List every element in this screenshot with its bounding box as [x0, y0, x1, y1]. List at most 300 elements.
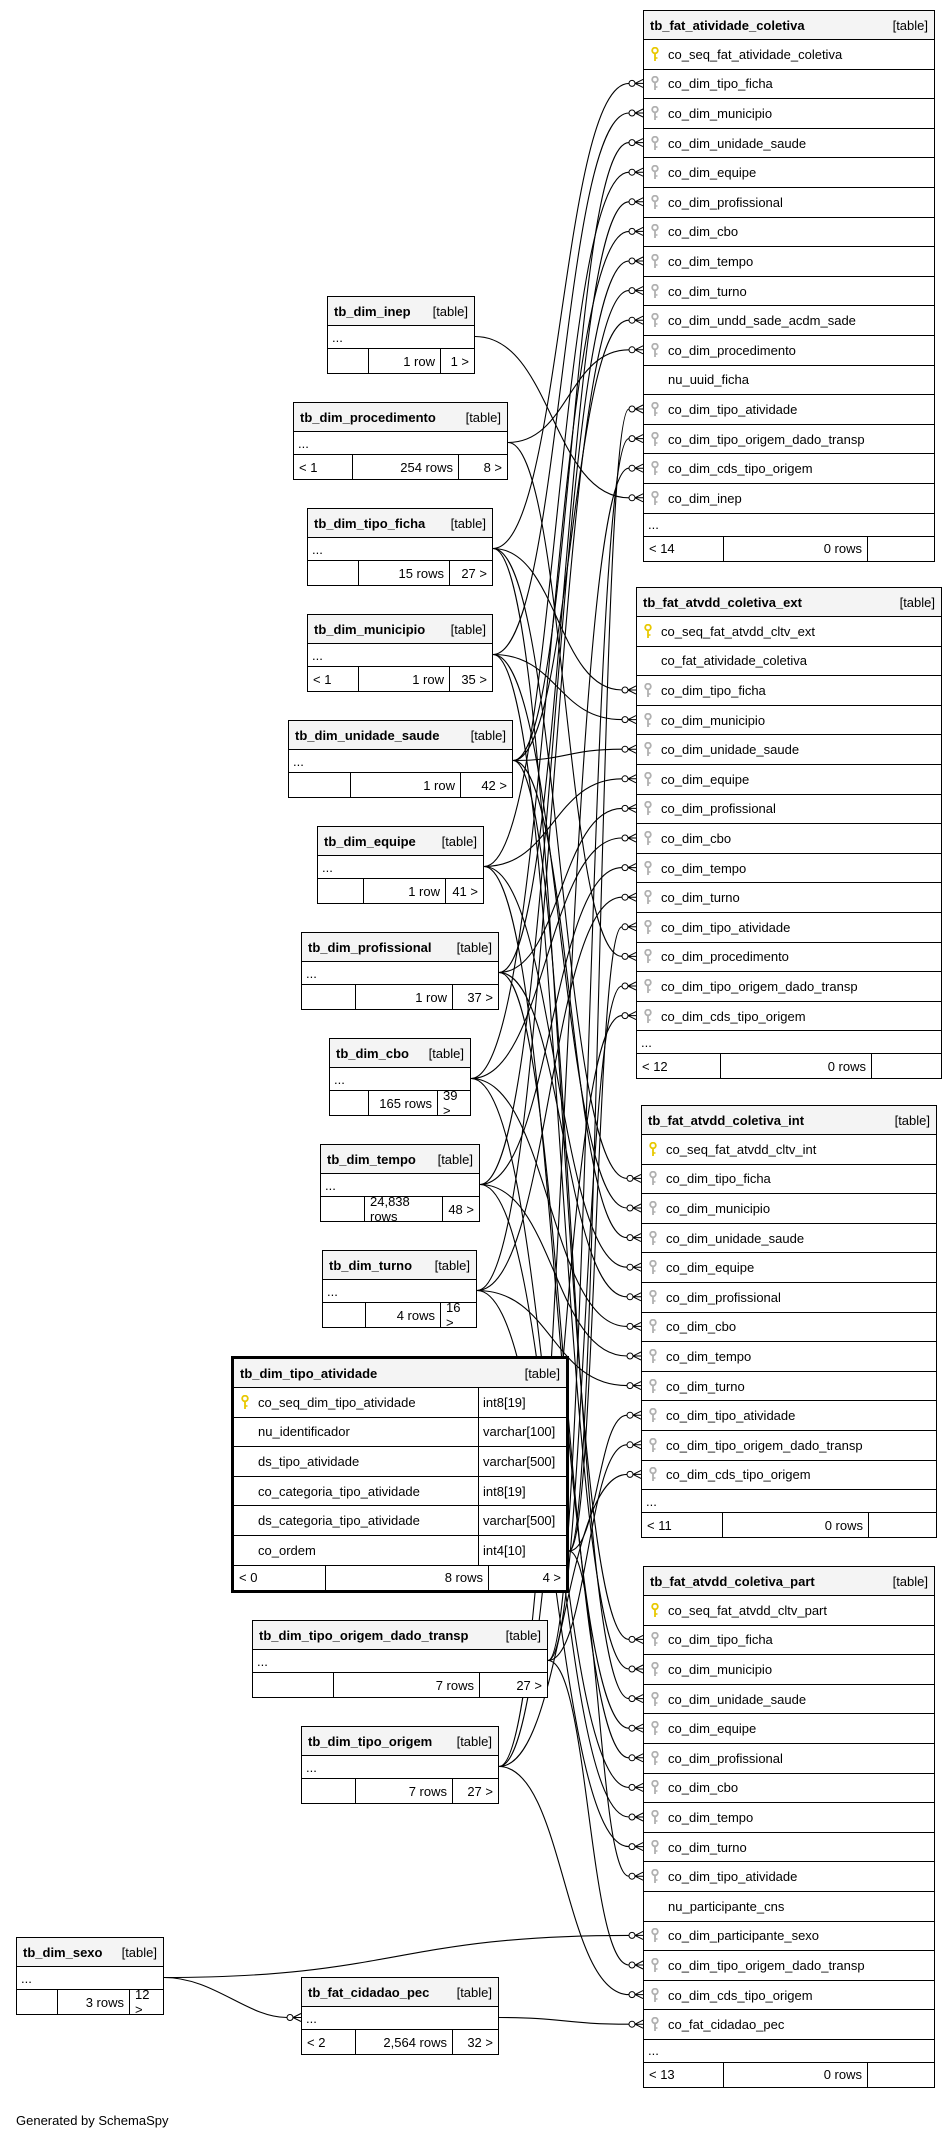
crow-foot-icon	[628, 745, 636, 753]
column-name[interactable]: co_dim_participante_sexo	[668, 1928, 820, 1944]
foreign-key-icon	[642, 1379, 664, 1394]
column-name[interactable]: co_dim_profissional	[668, 194, 783, 210]
foreign-key-icon	[637, 920, 659, 935]
table-tb-dim-municipio[interactable]	[307, 614, 493, 692]
column-name[interactable]: co_dim_cbo	[668, 1780, 739, 1796]
table-tb-dim-inep[interactable]	[327, 296, 475, 374]
children-count[interactable]: 8 >	[458, 455, 507, 479]
more-columns-ellipsis[interactable]: ...	[644, 2040, 934, 2063]
parents-count[interactable]	[323, 1303, 365, 1327]
crow-foot-circle	[627, 1264, 633, 1270]
column-name[interactable]: co_categoria_tipo_atividade	[258, 1483, 420, 1499]
parents-count[interactable]: < 11	[647, 1517, 672, 1533]
table-header[interactable]	[302, 933, 498, 962]
column-row[interactable]	[637, 735, 941, 765]
table-header[interactable]	[253, 1621, 547, 1650]
table-tb-fat-cidadao-pec[interactable]	[301, 1977, 499, 2055]
parents-count[interactable]	[253, 1673, 333, 1697]
table-name[interactable]: tb_dim_cbo	[336, 1045, 409, 1061]
parents-count[interactable]: < 1	[313, 671, 332, 687]
crow-foot-icon	[633, 1441, 641, 1449]
parents-count[interactable]	[318, 879, 363, 903]
more-columns-ellipsis[interactable]: ...	[330, 1068, 470, 1091]
table-name[interactable]: tb_dim_procedimento	[300, 409, 436, 425]
children-count[interactable]: 48 >	[442, 1197, 479, 1221]
column-row[interactable]	[642, 1165, 936, 1195]
column-row[interactable]	[644, 484, 934, 514]
table-tb-dim-profissional[interactable]	[301, 932, 499, 1010]
children-count[interactable]	[868, 1513, 936, 1537]
column-row[interactable]	[644, 247, 934, 277]
column-row[interactable]	[644, 158, 934, 188]
column-name[interactable]: co_dim_inep	[668, 490, 742, 506]
column-name[interactable]: co_dim_equipe	[668, 1721, 757, 1737]
column-row[interactable]	[637, 1002, 941, 1032]
children-count[interactable]: 1 >	[440, 349, 474, 373]
column-name[interactable]: co_dim_tipo_ficha	[668, 76, 773, 92]
column-row[interactable]	[637, 824, 941, 854]
foreign-key-icon	[637, 742, 659, 757]
table-name[interactable]: tb_dim_tipo_origem	[308, 1733, 433, 1749]
column-row[interactable]	[644, 454, 934, 484]
table-tb-dim-tipo-ficha[interactable]	[307, 508, 493, 586]
parents-count[interactable]	[330, 1091, 368, 1115]
column-name[interactable]: co_dim_cbo	[668, 224, 739, 240]
crow-foot-icon	[633, 1234, 641, 1242]
parents-count[interactable]	[302, 1779, 355, 1803]
more-columns-ellipsis[interactable]: ...	[318, 856, 483, 879]
table-kind: [table]	[505, 1627, 541, 1643]
children-count[interactable]: 27 >	[449, 561, 492, 585]
relationship-line	[484, 867, 627, 1268]
column-row[interactable]	[644, 1714, 934, 1744]
column-name[interactable]: co_dim_unidade_saude	[661, 742, 800, 758]
column-row[interactable]	[637, 676, 941, 706]
column-row[interactable]	[637, 795, 941, 825]
table-tb-dim-tipo-atividade[interactable]	[231, 1356, 569, 1593]
foreign-key-icon	[644, 1692, 666, 1707]
column-name[interactable]: co_dim_tempo	[661, 860, 747, 876]
column-row[interactable]	[234, 1388, 566, 1418]
column-row[interactable]	[642, 1431, 936, 1461]
table-footer	[302, 1779, 498, 1803]
column-name[interactable]: co_dim_cds_tipo_origem	[661, 1008, 806, 1024]
foreign-key-icon	[637, 861, 659, 876]
column-row[interactable]	[644, 1803, 934, 1833]
row-count: 7 rows	[333, 1673, 479, 1697]
table-tb-dim-unidade-saude[interactable]	[288, 720, 513, 798]
table-header[interactable]	[323, 1251, 476, 1280]
column-name[interactable]: co_dim_tipo_atividade	[668, 401, 798, 417]
table-name[interactable]: tb_fat_cidadao_pec	[308, 1984, 430, 2000]
table-name[interactable]: tb_dim_tipo_origem_dado_transp	[259, 1627, 469, 1643]
crow-foot-icon	[633, 1470, 641, 1478]
table-tb-dim-cbo[interactable]	[329, 1038, 471, 1116]
children-count[interactable]: 35 >	[449, 667, 492, 691]
crow-foot-icon	[628, 804, 636, 812]
column-row[interactable]	[644, 1833, 934, 1863]
more-columns-ellipsis[interactable]: ...	[302, 2007, 498, 2030]
table-tb-fat-atvdd-coletiva-part[interactable]	[643, 1566, 935, 2088]
column-row[interactable]	[644, 1981, 934, 2011]
table-kind: [table]	[456, 1733, 492, 1749]
column-row[interactable]	[644, 366, 934, 396]
column-row[interactable]	[637, 854, 941, 884]
column-name[interactable]: co_seq_fat_atvdd_cltv_part	[668, 1602, 827, 1618]
column-row[interactable]	[644, 70, 934, 100]
foreign-key-icon	[637, 890, 659, 905]
table-name[interactable]: tb_dim_tipo_ficha	[314, 515, 426, 531]
parents-count[interactable]	[302, 985, 355, 1009]
column-name[interactable]: co_ordem	[258, 1542, 316, 1558]
column-row[interactable]	[644, 306, 934, 336]
column-row[interactable]	[644, 1744, 934, 1774]
table-tb-dim-turno[interactable]	[322, 1250, 477, 1328]
table-name[interactable]: tb_dim_municipio	[314, 621, 426, 637]
column-name[interactable]: co_dim_cds_tipo_origem	[666, 1467, 811, 1483]
column-row[interactable]	[644, 99, 934, 129]
parents-count[interactable]: < 13	[649, 2067, 675, 2083]
column-row[interactable]	[637, 943, 941, 973]
column-name[interactable]: nu_uuid_ficha	[668, 372, 749, 388]
table-header[interactable]	[308, 615, 492, 644]
more-columns-ellipsis[interactable]: ...	[294, 432, 507, 455]
column-name[interactable]: co_dim_tipo_ficha	[668, 1632, 773, 1648]
children-count[interactable]: 27 >	[479, 1673, 547, 1697]
column-name[interactable]: co_dim_profissional	[666, 1289, 781, 1305]
table-header[interactable]	[642, 1106, 936, 1135]
more-columns-ellipsis[interactable]: ...	[323, 1280, 476, 1303]
column-row[interactable]	[642, 1135, 936, 1165]
column-name[interactable]: co_dim_tipo_atividade	[666, 1408, 796, 1424]
crow-foot-circle	[629, 110, 635, 116]
column-row[interactable]	[234, 1506, 566, 1536]
column-row[interactable]	[234, 1418, 566, 1448]
more-columns-ellipsis[interactable]: ...	[642, 1490, 936, 1513]
column-type: varchar[500]	[478, 1447, 566, 1476]
column-row[interactable]	[644, 1892, 934, 1922]
parents-count[interactable]	[328, 349, 368, 373]
crow-foot-icon	[635, 168, 643, 176]
column-row[interactable]	[642, 1283, 936, 1313]
children-count[interactable]: 41 >	[445, 879, 483, 903]
crow-foot-icon	[635, 464, 643, 472]
column-name[interactable]: co_dim_municipio	[668, 105, 773, 121]
table-header[interactable]	[302, 1727, 498, 1756]
column-row[interactable]	[642, 1461, 936, 1491]
column-name[interactable]: nu_identificador	[258, 1424, 350, 1440]
parents-count[interactable]	[308, 561, 358, 585]
column-row[interactable]	[644, 277, 934, 307]
foreign-key-icon	[644, 1721, 666, 1736]
more-columns-ellipsis[interactable]: ...	[644, 514, 934, 537]
column-row[interactable]	[644, 218, 934, 248]
more-columns-ellipsis[interactable]: ...	[637, 1031, 941, 1054]
table-footer	[321, 1194, 479, 1224]
column-row[interactable]	[644, 129, 934, 159]
more-columns-ellipsis[interactable]: ...	[302, 1756, 498, 1779]
table-header[interactable]	[294, 403, 507, 432]
column-name[interactable]: co_dim_undd_sade_acdm_sade	[668, 313, 856, 329]
table-header[interactable]	[318, 827, 483, 856]
column-name[interactable]: co_dim_tipo_atividade	[668, 1869, 798, 1885]
table-tb-fat-atvdd-coletiva-ext[interactable]	[636, 587, 942, 1079]
more-columns-ellipsis[interactable]: ...	[308, 644, 492, 667]
table-header[interactable]	[308, 509, 492, 538]
table-tb-fat-atividade-coletiva[interactable]	[643, 10, 935, 562]
column-name[interactable]: co_dim_unidade_saude	[668, 1691, 807, 1707]
column-name[interactable]: co_dim_turno	[668, 283, 747, 299]
column-row[interactable]	[644, 1774, 934, 1804]
column-row[interactable]	[644, 1922, 934, 1952]
foreign-key-icon	[644, 106, 666, 121]
parents-count[interactable]: < 0	[239, 1570, 258, 1586]
table-kind: [table]	[428, 1045, 464, 1061]
crow-foot-circle	[629, 288, 635, 294]
table-name[interactable]: tb_fat_atvdd_coletiva_ext	[643, 594, 802, 610]
column-row[interactable]	[644, 336, 934, 366]
column-row[interactable]	[637, 706, 941, 736]
crow-foot-circle	[622, 687, 628, 693]
table-kind: [table]	[470, 727, 506, 743]
column-row[interactable]	[644, 1951, 934, 1981]
column-name[interactable]: co_fat_atividade_coletiva	[661, 653, 807, 669]
column-name[interactable]: co_seq_dim_tipo_atividade	[258, 1394, 416, 1410]
column-name[interactable]: co_dim_equipe	[666, 1260, 755, 1276]
crow-foot-icon	[628, 893, 636, 901]
crow-foot-circle	[629, 317, 635, 323]
column-row[interactable]	[644, 1862, 934, 1892]
column-row[interactable]	[637, 972, 941, 1002]
column-name[interactable]: co_dim_municipio	[668, 1661, 773, 1677]
column-name[interactable]: co_dim_tempo	[666, 1348, 752, 1364]
crow-foot-icon	[635, 405, 643, 413]
column-name[interactable]: co_dim_tipo_atividade	[661, 919, 791, 935]
table-header[interactable]	[321, 1145, 479, 1174]
column-name[interactable]: co_dim_cbo	[666, 1319, 737, 1335]
foreign-key-icon	[642, 1349, 664, 1364]
column-name[interactable]: nu_participante_cns	[668, 1898, 785, 1914]
crow-foot-circle	[629, 199, 635, 205]
column-row[interactable]	[644, 1685, 934, 1715]
crow-foot-circle	[629, 80, 635, 86]
table-footer	[330, 1088, 470, 1118]
crow-foot-circle	[622, 746, 628, 752]
column-name[interactable]: co_dim_municipio	[666, 1200, 771, 1216]
table-name[interactable]: tb_fat_atvdd_coletiva_int	[648, 1112, 805, 1128]
column-name[interactable]: co_dim_unidade_saude	[666, 1230, 805, 1246]
table-kind: [table]	[456, 1984, 492, 2000]
children-count[interactable]: 16 >	[440, 1303, 476, 1327]
column-row[interactable]	[644, 1596, 934, 1626]
table-tb-dim-procedimento[interactable]	[293, 402, 508, 480]
column-row[interactable]	[642, 1401, 936, 1431]
table-footer	[328, 349, 474, 373]
more-columns-ellipsis[interactable]: ...	[328, 326, 474, 349]
column-row[interactable]	[642, 1342, 936, 1372]
crow-foot-circle	[622, 865, 628, 871]
column-row[interactable]	[637, 647, 941, 677]
crow-foot-circle	[627, 1175, 633, 1181]
table-kind: [table]	[465, 409, 501, 425]
primary-key-icon	[642, 1142, 664, 1157]
column-name[interactable]: co_dim_procedimento	[661, 949, 789, 965]
column-name[interactable]: co_dim_tipo_origem_dado_transp	[668, 1957, 865, 1973]
column-name[interactable]: co_dim_tipo_origem_dado_transp	[668, 431, 865, 447]
table-header[interactable]	[302, 1978, 498, 2007]
table-name[interactable]: tb_dim_turno	[329, 1257, 413, 1273]
column-row[interactable]	[644, 40, 934, 70]
column-name[interactable]: ds_categoria_tipo_atividade	[258, 1513, 420, 1529]
column-name[interactable]: co_dim_unidade_saude	[668, 135, 807, 151]
table-tb-dim-tempo[interactable]	[320, 1144, 480, 1222]
crow-foot-icon	[633, 1411, 641, 1419]
parents-count[interactable]: < 1	[299, 459, 318, 475]
children-count[interactable]: 39 >	[437, 1091, 470, 1115]
column-name[interactable]: co_fat_cidadao_pec	[668, 2017, 785, 2033]
column-row[interactable]	[644, 188, 934, 218]
crow-foot-icon	[635, 198, 643, 206]
column-row[interactable]	[644, 1655, 934, 1685]
table-tb-dim-tipo-origem[interactable]	[301, 1726, 499, 1804]
column-row[interactable]	[642, 1253, 936, 1283]
table-tb-fat-atvdd-coletiva-int[interactable]	[641, 1105, 937, 1538]
more-columns-ellipsis[interactable]: ...	[308, 538, 492, 561]
column-name[interactable]: co_dim_turno	[668, 1839, 747, 1855]
table-header[interactable]	[330, 1039, 470, 1068]
foreign-key-icon	[637, 979, 659, 994]
column-name[interactable]: co_dim_municipio	[661, 712, 766, 728]
table-header[interactable]	[644, 1567, 934, 1596]
column-name[interactable]: co_dim_tempo	[668, 1809, 754, 1825]
table-header[interactable]	[644, 11, 934, 40]
table-name[interactable]: tb_dim_inep	[334, 303, 411, 319]
table-header[interactable]	[637, 588, 941, 617]
table-name[interactable]: tb_dim_tempo	[327, 1151, 416, 1167]
table-name[interactable]: tb_dim_profissional	[308, 939, 432, 955]
table-name[interactable]: tb_dim_tipo_atividade	[240, 1365, 378, 1381]
column-name[interactable]: co_dim_tipo_ficha	[661, 682, 766, 698]
crow-foot-circle	[622, 805, 628, 811]
children-count[interactable]: 37 >	[452, 985, 498, 1009]
relationship-line	[471, 1079, 627, 1327]
crow-foot-icon	[635, 227, 643, 235]
column-name[interactable]: co_dim_tipo_origem_dado_transp	[666, 1437, 863, 1453]
column-type: int8[19]	[478, 1477, 566, 1506]
table-name[interactable]: tb_dim_sexo	[23, 1944, 103, 1960]
column-name[interactable]: co_dim_tipo_ficha	[666, 1171, 771, 1187]
row-count: 24,838 rows	[364, 1197, 442, 1221]
column-type: int4[10]	[478, 1536, 566, 1565]
children-count[interactable]: 32 >	[452, 2030, 498, 2054]
column-name[interactable]: co_dim_cds_tipo_origem	[668, 1987, 813, 2003]
foreign-key-icon	[644, 1810, 666, 1825]
column-name[interactable]: co_dim_turno	[661, 890, 740, 906]
column-row[interactable]	[644, 425, 934, 455]
column-row[interactable]	[642, 1372, 936, 1402]
table-name[interactable]: tb_dim_unidade_saude	[295, 727, 440, 743]
foreign-key-icon	[644, 284, 666, 299]
crow-foot-icon	[635, 1724, 643, 1732]
parents-count[interactable]: < 14	[649, 541, 675, 556]
column-row[interactable]	[234, 1447, 566, 1477]
table-name[interactable]: tb_fat_atvdd_coletiva_part	[650, 1573, 815, 1589]
column-row[interactable]	[642, 1313, 936, 1343]
foreign-key-icon	[637, 831, 659, 846]
column-name[interactable]: ds_tipo_atividade	[258, 1453, 360, 1469]
children-count[interactable]: 42 >	[460, 773, 512, 797]
table-header[interactable]	[328, 297, 474, 326]
column-name[interactable]: co_dim_equipe	[668, 165, 757, 181]
table-header[interactable]	[17, 1938, 163, 1967]
children-count[interactable]	[871, 1054, 941, 1078]
foreign-key-icon	[644, 1662, 666, 1677]
column-row[interactable]	[234, 1536, 566, 1566]
crow-foot-icon	[633, 1204, 641, 1212]
table-tb-dim-tipo-origem-dado-transp[interactable]	[252, 1620, 548, 1698]
children-count[interactable]	[867, 537, 934, 561]
parents-count[interactable]: < 12	[642, 1058, 668, 1074]
table-name[interactable]: tb_dim_equipe	[324, 833, 416, 849]
crow-foot-icon	[635, 1635, 643, 1643]
column-row[interactable]	[644, 1626, 934, 1656]
more-columns-ellipsis[interactable]: ...	[253, 1650, 547, 1673]
column-name[interactable]: co_dim_equipe	[661, 771, 750, 787]
parents-count[interactable]	[17, 1990, 57, 2014]
parents-count[interactable]	[289, 773, 350, 797]
table-header[interactable]	[289, 721, 512, 750]
crow-foot-circle	[629, 495, 635, 501]
children-count[interactable]: 4 >	[488, 1566, 566, 1590]
column-name[interactable]: co_dim_profissional	[668, 1750, 783, 1766]
column-name[interactable]: co_seq_fat_atividade_coletiva	[668, 46, 843, 62]
crow-foot-icon	[628, 923, 636, 931]
column-row[interactable]	[642, 1194, 936, 1224]
parents-count[interactable]: < 2	[307, 2034, 326, 2050]
column-name[interactable]: co_dim_procedimento	[668, 342, 796, 358]
column-row[interactable]	[637, 617, 941, 647]
table-name[interactable]: tb_fat_atividade_coletiva	[650, 17, 805, 33]
children-count[interactable]: 12 >	[129, 1990, 163, 2014]
column-name[interactable]: co_dim_tempo	[668, 253, 754, 269]
more-columns-ellipsis[interactable]: ...	[17, 1967, 163, 1990]
column-name[interactable]: co_dim_profissional	[661, 801, 776, 817]
column-name[interactable]: co_seq_fat_atvdd_cltv_int	[666, 1141, 817, 1157]
column-name[interactable]: co_dim_cds_tipo_origem	[668, 461, 813, 477]
parents-count[interactable]	[321, 1197, 364, 1221]
column-row[interactable]	[644, 2010, 934, 2040]
column-row[interactable]	[642, 1224, 936, 1254]
column-name[interactable]: co_dim_tipo_origem_dado_transp	[661, 978, 858, 994]
column-row[interactable]	[644, 395, 934, 425]
table-tb-dim-equipe[interactable]	[317, 826, 484, 904]
more-columns-ellipsis[interactable]: ...	[302, 962, 498, 985]
column-name[interactable]: co_dim_cbo	[661, 830, 732, 846]
table-tb-dim-sexo[interactable]	[16, 1937, 164, 2015]
children-count[interactable]	[867, 2063, 934, 2087]
more-columns-ellipsis[interactable]: ...	[289, 750, 512, 773]
column-name[interactable]: co_dim_turno	[666, 1378, 745, 1394]
column-row[interactable]	[637, 765, 941, 795]
more-columns-ellipsis[interactable]: ...	[321, 1174, 479, 1197]
crow-foot-circle	[622, 953, 628, 959]
column-row[interactable]	[234, 1477, 566, 1507]
column-name[interactable]: co_seq_fat_atvdd_cltv_ext	[661, 623, 815, 639]
column-row[interactable]	[637, 883, 941, 913]
column-row[interactable]	[637, 913, 941, 943]
children-count[interactable]: 27 >	[452, 1779, 498, 1803]
table-header[interactable]	[234, 1359, 566, 1388]
